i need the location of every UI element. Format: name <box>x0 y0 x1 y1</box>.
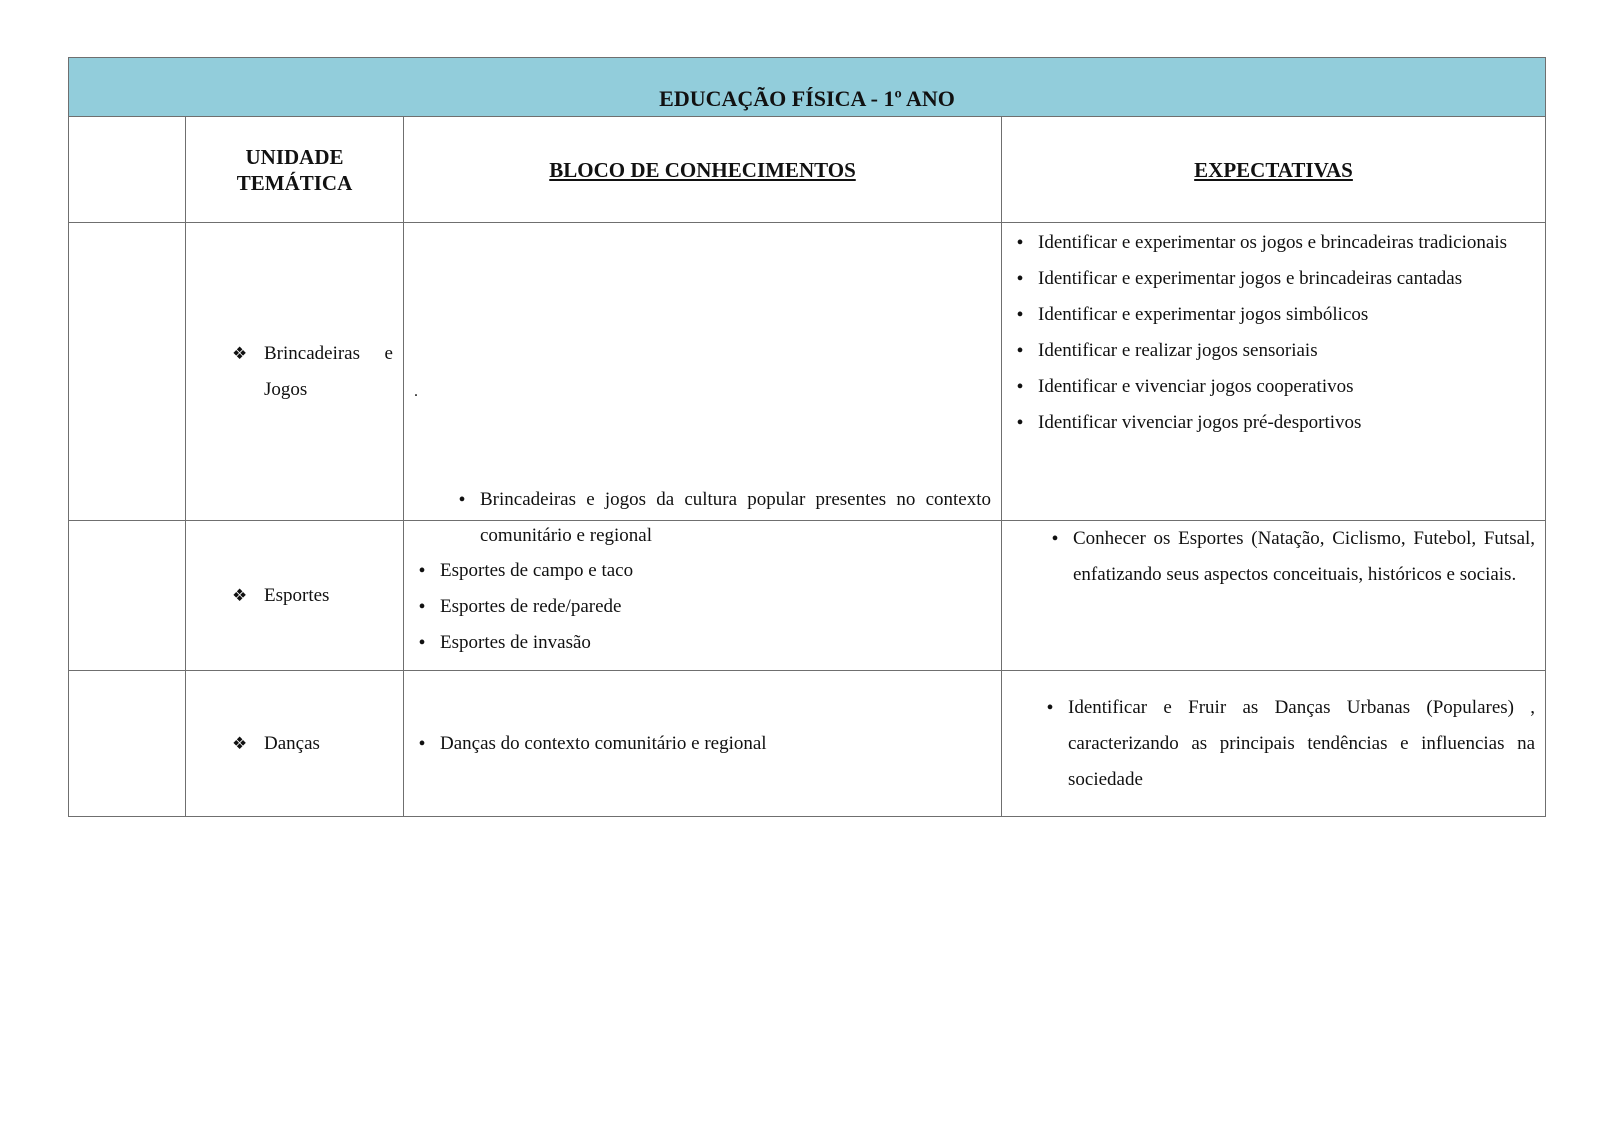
round-bullet-icon: • <box>1051 528 1059 550</box>
four-diamond-bullet-icon: ❖ <box>232 585 248 605</box>
unit-list <box>186 336 403 408</box>
knowledge-cell <box>404 223 1002 546</box>
expectation-text: Identificar e Fruir as Danças Urbanas (Populares) , caracterizando as principais tendências e influencias na sociedade <box>1068 696 1536 790</box>
knowledge-list <box>404 726 1001 762</box>
unit-cell <box>186 521 404 671</box>
list-item <box>444 482 1001 554</box>
four-diamond-bullet-icon: ❖ <box>232 343 248 363</box>
table-row <box>69 671 1546 817</box>
header-unit-label: UNIDADE TEMÁTICA <box>236 144 353 195</box>
unit-list <box>186 578 403 614</box>
expectation-text: Identificar e realizar jogos sensoriais <box>1038 340 1318 361</box>
round-bullet-icon: • <box>1046 696 1054 719</box>
round-bullet-icon: • <box>1016 268 1024 290</box>
row-index-cell <box>69 521 186 671</box>
list-item <box>404 625 1001 661</box>
row-index-cell <box>69 223 186 521</box>
round-bullet-icon: • <box>418 631 426 654</box>
list-item <box>1002 333 1545 369</box>
unit-list <box>186 726 403 762</box>
round-bullet-icon: • <box>1016 304 1024 326</box>
unit-cell <box>186 671 404 817</box>
expectation-text: Identificar e experimentar os jogos e brincadeiras tradicionais <box>1038 232 1507 253</box>
header-expectativas <box>1002 117 1546 223</box>
table-row <box>69 223 1546 521</box>
list-item <box>1002 369 1545 405</box>
knowledge-text: Esportes de rede/parede <box>440 595 622 617</box>
unit-label: Brincadeiras e Jogos <box>264 342 393 400</box>
header-empty-cell <box>69 117 186 223</box>
list-item <box>186 578 403 614</box>
list-item <box>1002 225 1545 261</box>
round-bullet-icon: • <box>418 559 426 582</box>
unit-label: Esportes <box>264 584 330 606</box>
expectation-text: Identificar e experimentar jogos e brincadeiras cantadas <box>1038 268 1463 289</box>
expectation-text: Identificar vivenciar jogos pré-desportivos <box>1038 412 1362 433</box>
round-bullet-icon: • <box>1016 412 1024 434</box>
knowledge-list <box>444 482 1001 554</box>
unit-label: Danças <box>264 732 320 754</box>
round-bullet-icon: • <box>1016 340 1024 362</box>
expectation-text: Identificar e experimentar jogos simbólicos <box>1038 304 1369 325</box>
title-row <box>69 58 1546 117</box>
list-item <box>1002 405 1545 441</box>
header-bloco-conhecimentos <box>404 117 1002 223</box>
list-item <box>1002 297 1545 333</box>
list-item <box>404 726 1001 762</box>
knowledge-text: Danças do contexto comunitário e regional <box>440 732 767 754</box>
list-item <box>404 589 1001 625</box>
round-bullet-icon: • <box>1016 376 1024 398</box>
header-row <box>69 117 1546 223</box>
list-item <box>1032 690 1545 798</box>
list-item <box>1002 261 1545 297</box>
knowledge-text: Brincadeiras e jogos da cultura popular presentes no contexto comunitário e regional <box>480 488 991 546</box>
table-title-cell <box>69 58 1546 117</box>
header-expectations-label: EXPECTATIVAS <box>1194 157 1353 182</box>
list-item <box>186 336 403 408</box>
round-bullet-icon: • <box>1016 232 1024 254</box>
knowledge-text: Esportes de invasão <box>440 631 591 653</box>
list-item <box>186 726 403 762</box>
expectations-cell <box>1002 671 1546 817</box>
knowledge-text: Esportes de campo e taco <box>440 559 634 581</box>
expectations-cell <box>1002 223 1546 521</box>
unit-cell <box>186 223 404 521</box>
stray-mark: . <box>414 382 418 400</box>
header-knowledge-label: BLOCO DE CONHECIMENTOS <box>549 157 856 182</box>
expectations-list <box>1002 690 1545 798</box>
expectation-text: Identificar e vivenciar jogos cooperativos <box>1038 376 1354 397</box>
knowledge-cell <box>404 671 1002 817</box>
expectations-cell <box>1002 521 1546 671</box>
header-unidade-tematica <box>186 117 404 223</box>
round-bullet-icon: • <box>418 595 426 618</box>
expectation-text: Conhecer os Esportes (Natação, Ciclismo, Futebol, Futsal, enfatizando seus aspectos conceituais, históricos e sociais. <box>1073 528 1536 585</box>
four-diamond-bullet-icon: ❖ <box>232 733 248 753</box>
table-title: EDUCAÇÃO FÍSICA - 1º ANO <box>659 86 955 111</box>
row-index-cell <box>69 671 186 817</box>
expectations-list <box>1002 521 1545 593</box>
round-bullet-icon: • <box>418 732 426 755</box>
curriculum-table <box>68 57 1546 817</box>
expectations-list <box>1002 223 1545 441</box>
round-bullet-icon: • <box>458 488 466 511</box>
list-item <box>1037 521 1545 593</box>
list-item <box>404 553 1001 589</box>
